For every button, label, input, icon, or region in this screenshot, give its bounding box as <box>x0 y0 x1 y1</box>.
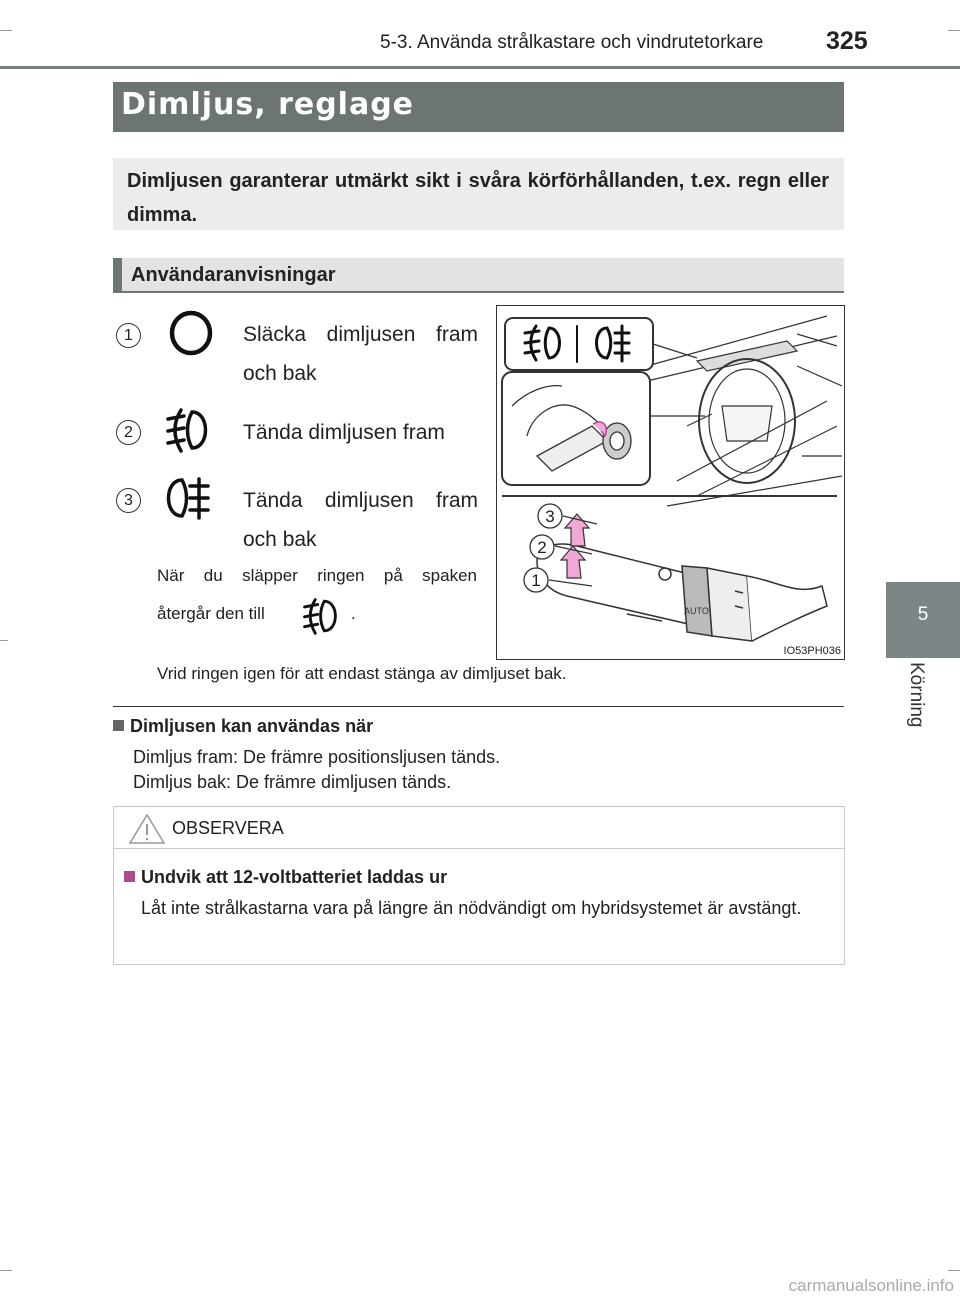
front-fog-icon <box>160 407 216 453</box>
note-square-icon <box>113 720 124 731</box>
svg-text:2: 2 <box>537 538 547 557</box>
heading-stripe <box>113 258 122 293</box>
instructions-heading-bar <box>113 258 844 293</box>
caution-square-icon <box>124 871 135 882</box>
lever-auto-label: AUTO <box>684 606 709 616</box>
illustration-drawing <box>497 306 844 659</box>
fog-off-icon <box>168 310 214 356</box>
heading-underline <box>113 291 844 293</box>
front-fog-icon <box>298 597 344 635</box>
caution-separator <box>114 848 844 849</box>
crop-mark <box>948 1270 960 1271</box>
section-divider <box>113 706 844 707</box>
note-heading: Dimljusen kan användas när <box>130 716 374 736</box>
crop-mark <box>0 640 8 641</box>
item-1-line2: och bak <box>243 362 317 385</box>
item-2-line1: Tända dimljusen fram <box>243 421 445 444</box>
chapter-number: 5 <box>917 604 929 625</box>
note-body <box>133 745 500 795</box>
lever-illustration <box>496 305 845 660</box>
intro-box <box>113 158 844 230</box>
section-header: 5-3. Använda strålkastare och vindrutetorkare <box>380 32 764 53</box>
crop-mark <box>0 1270 12 1271</box>
caution-title: OBSERVERA <box>172 818 284 838</box>
page-number: 325 <box>826 27 868 55</box>
item-3-line2: och bak <box>243 528 317 551</box>
crop-mark <box>948 30 960 31</box>
caution-heading-row <box>124 867 447 888</box>
crop-mark <box>0 30 12 31</box>
warning-triangle-icon <box>128 813 166 845</box>
release-text-line2: återgår den till <box>157 604 265 623</box>
figure-code: IO53PH036 <box>783 645 841 657</box>
item-3-line1: Tända dimljusen fram <box>243 489 478 512</box>
svg-text:3: 3 <box>545 507 555 526</box>
caution-text: Låt inte strålkastarna vara på längre än nödvändigt om hybridsystemet är avstängt. <box>141 898 802 918</box>
page-title-bar <box>113 82 844 132</box>
release-text-line1: När du släpper ringen på spaken <box>157 566 477 585</box>
note-line-2: Dimljus bak: De främre dimljusen tänds. <box>133 772 452 792</box>
chapter-tab[interactable] <box>886 582 960 658</box>
item-number-3: 3 <box>116 488 141 513</box>
header-rule <box>0 66 960 69</box>
caution-box <box>113 806 845 965</box>
item-number-1: 1 <box>116 323 141 348</box>
intro-text: Dimljusen garanterar utmärkt sikt i svåra körförhållanden, t.ex. regn eller dimma. <box>127 170 829 226</box>
ring-again-text: Vrid ringen igen för att endast stänga av dimljuset bak. <box>157 664 567 683</box>
note-line-1: Dimljus fram: De främre positionsljusen tänds. <box>133 747 501 767</box>
chapter-label: Körning <box>906 662 927 728</box>
release-text-end: . <box>351 604 356 623</box>
caution-heading: Undvik att 12-voltbatteriet laddas ur <box>141 867 448 887</box>
instructions-heading: Användaranvisningar <box>131 264 336 286</box>
note-heading-row <box>113 716 373 737</box>
item-1-line1: Släcka dimljusen fram <box>243 323 478 346</box>
page-title: Dimljus, reglage <box>121 87 415 122</box>
svg-text:1: 1 <box>531 571 541 590</box>
watermark: carmanualsonline.info <box>788 1276 954 1295</box>
front-rear-fog-icon <box>160 475 216 521</box>
item-number-2: 2 <box>116 420 141 445</box>
